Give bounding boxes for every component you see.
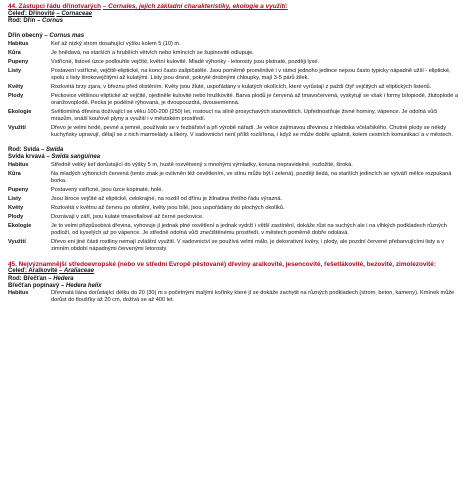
characteristic-text: Je to velmi přizpůsobivá dřevina, vyhovuje jí jednak plné osvětlení a jednak vydrží i větší zastínění, dokáže růst na suchých ale i na vlhkých podkladech různých podloží, od kyselých až po vápence. Je středně odolná vůči znečištěnému prostředí, v městech poměrně dobře odolává. (51, 222, 447, 236)
characteristic-text: Světlomilná dřevina dožívající se věku 100-200 (250) let, rostoucí na silně prosychavých stanovištích. Upřednostňuje živné horniny, vápence. Je odolná vůči mrazům, snáší kouřové plyny a využití i v městském prostředí. (51, 108, 438, 122)
characteristic-text: Dřevnatá liána dorůstající délku do 20 (30) m s početnými malými kořínky které jí se dokáže zachytit na různých podkladech (strom, beton, kameny). Kmínek může dorůst do tloušťky až 20 cm, dožívá se až 400 let. (51, 290, 455, 304)
characteristic-label: Plody (8, 92, 24, 99)
characteristic-row (8, 171, 458, 185)
characteristic-label: Listy (8, 67, 22, 74)
family-label: Čeleď: Dřínovité (8, 10, 55, 17)
characteristic-label: Kůra (8, 170, 21, 177)
characteristic-label: Kůra (8, 49, 21, 56)
characteristic-text: Postavení vstřícné, vejčitě-eliptické, na konci často zašpičatělé. Jsou poměrně proměnlivé i v rámci jednoho jedince nejsou často typicky nápadně užší - eliptické, spolu s listy širokovejčitými až kulatými. Listy jsou drsné, pokryté drobnými chloupky, mají 3-5 párů žilek. (51, 67, 451, 81)
characteristic-text: Peckovice většinou eliptické až vejčité, ojediněle kulovité nebo hruškovité. Barva plodů je červená až tmavočervená, vyskytují se však i formy bílopiodé, žlutoplodé a oranžovoplodé. Pecka je podélně rýhovaná, je dvoupouzdrá, dvousemenná. (51, 92, 459, 106)
characteristic-row (8, 68, 458, 82)
species-sci: – Hedera helix (60, 283, 102, 290)
characteristic-label: Habitus (8, 290, 29, 297)
family-label: Čeleď: Aralkovité (8, 268, 58, 275)
family-sci: – Cornaceae (56, 10, 93, 17)
document-page (8, 3, 458, 306)
characteristic-row (8, 93, 458, 107)
section-44-heading-text: 44. Zástupci řádu dřínotvarých (8, 3, 102, 10)
characteristic-text: Vstřícné, listové úzce podlouhle vejčité, květní kulovité. Mladé výhonky - letorosty jsou plstnaté, později lysé. (51, 58, 320, 65)
genus-sci: – Hedera (48, 275, 74, 282)
species-sci: – Swida sanguinea (46, 154, 101, 161)
characteristic-row (8, 162, 458, 169)
characteristic-label: Ekologie (8, 108, 32, 115)
family-araliaceae (8, 268, 458, 275)
genus-hedera (8, 276, 458, 283)
family-cornaceae (8, 11, 458, 18)
hedera-helix-characteristics (8, 290, 458, 304)
genus-label: Rod: Břečťan (8, 275, 47, 282)
characteristic-text: Dozrávají v září, jsou kulaté tmavofialové až černé peckovice. (51, 213, 204, 220)
characteristic-text: Postavený vstřícné, jsou úzce kopinaté, holé. (51, 186, 163, 193)
species-swida-sanguinea (8, 154, 458, 161)
characteristic-text: Na mladých výhoncích červená (tento znak je ovlivněn též osvětlením, ve stínu může být i zelená), později šedá, na starších jedincích se vytváří mělce rozpukaná borka. (51, 170, 452, 184)
species-cornus-mas (8, 33, 458, 40)
species-sci: – Cornus mas (44, 33, 85, 40)
characteristic-text: Keř až nízký strom dosahující výšku kolem 5 (10) m. (51, 40, 181, 47)
genus-swida (8, 147, 458, 154)
characteristic-label: Plody (8, 213, 24, 220)
characteristic-label: Využití (8, 238, 26, 245)
characteristic-row (8, 214, 458, 221)
characteristic-text: Rozkvétá brzy zjara, v březnu před olistěním. Květy jsou žluté, uspořádány v kulatých okolících, které vyrůstají z paždí čtyř vejčitých až eliptických listenů. (51, 83, 432, 90)
characteristic-row (8, 239, 458, 253)
characteristic-label: Habitus (8, 161, 29, 168)
characteristic-row (8, 84, 458, 91)
characteristic-text: Dřevo eni jiné části rostliny nemají zvláštní využití. V sadovnictví se používá velmi málo, je dekorativní kvěry, i plody, ale pozdní červené přebarvujícími listy a v zimním období nápadnými červenými letorosty. (51, 238, 445, 252)
genus-label: Rod: Svída (8, 146, 40, 153)
characteristic-row (8, 187, 458, 194)
characteristic-label: Listy (8, 195, 22, 202)
section-45-heading: 45. Nejvýznamnější středoevropské (nebo ve střední Evropě pěstované) dřeviny aralkovité, jesencovité, řešetlákovité, bezovité, zimolezovité: (8, 260, 436, 268)
family-sci: – Araliaceae (59, 268, 94, 275)
characteristic-row (8, 205, 458, 212)
characteristic-label: Habitus (8, 40, 29, 47)
characteristic-row (8, 41, 458, 48)
species-label: Dřín obecný (8, 33, 43, 40)
section-44-heading-sci: – Cornales, jejich základní charakteristiky, ekologie a využití: (102, 3, 288, 10)
characteristic-label: Pupeny (8, 58, 29, 65)
characteristic-text: Jsou široce vejčité až eliptické, celokrajné, na rozdíl od dřínu je žilnatina třetího řádu výrazná. (51, 195, 283, 202)
characteristic-text: Dřevo je velmi tvrdé, pevné a jemné, používalo se v řezbářství a při výrobě nářadí. Je velice zajímavou dřevinou z hlediska včelařského. Chutné plody se nékdy kuchyňsky upravují, dělají se z nich marmelády a likéry. V sadovnictví není příliš rozšířena, i když se může dobře uplatnit, kolem cestních komunikací a v městech. (51, 124, 453, 138)
genus-sci: – Cornus (37, 18, 64, 24)
genus-label: Rod: Dřín (8, 18, 36, 24)
section-44-heading (8, 3, 458, 11)
characteristic-row (8, 50, 458, 57)
characteristic-row (8, 196, 458, 203)
characteristic-row (8, 223, 458, 237)
characteristic-label: Ekologie (8, 222, 32, 229)
characteristic-row (8, 59, 458, 66)
swida-sanguinea-characteristics (8, 162, 458, 253)
species-label: Svída krvavá (8, 154, 45, 161)
characteristic-text: Středně veliký keř dorůstající do výšky 5 m, hustě rozvětvený s mnohými výmladky, koruna nepravidelné, rozložité, široká. (51, 161, 353, 168)
characteristic-text: Je hnědavá, na starších a hrubších větvích nebo kmíncích se šupinovitě odlupuje. (51, 49, 254, 56)
genus-sci: – Swida (41, 146, 64, 153)
characteristic-label: Využití (8, 124, 26, 131)
species-label: Břečťan popínavý (8, 283, 60, 290)
characteristic-row (8, 109, 458, 123)
characteristic-row (8, 125, 458, 139)
characteristic-text: Rozkvétá v květnu až červnu po olistění, květy jsou bílé, jsou uspořádány do plochých okolíků. (51, 204, 285, 211)
characteristic-row (8, 290, 458, 304)
characteristic-label: Květy (8, 204, 24, 211)
characteristic-label: Pupeny (8, 186, 29, 193)
genus-cornus (8, 18, 458, 25)
characteristic-label: Květy (8, 83, 24, 90)
cornus-mas-characteristics (8, 41, 458, 139)
